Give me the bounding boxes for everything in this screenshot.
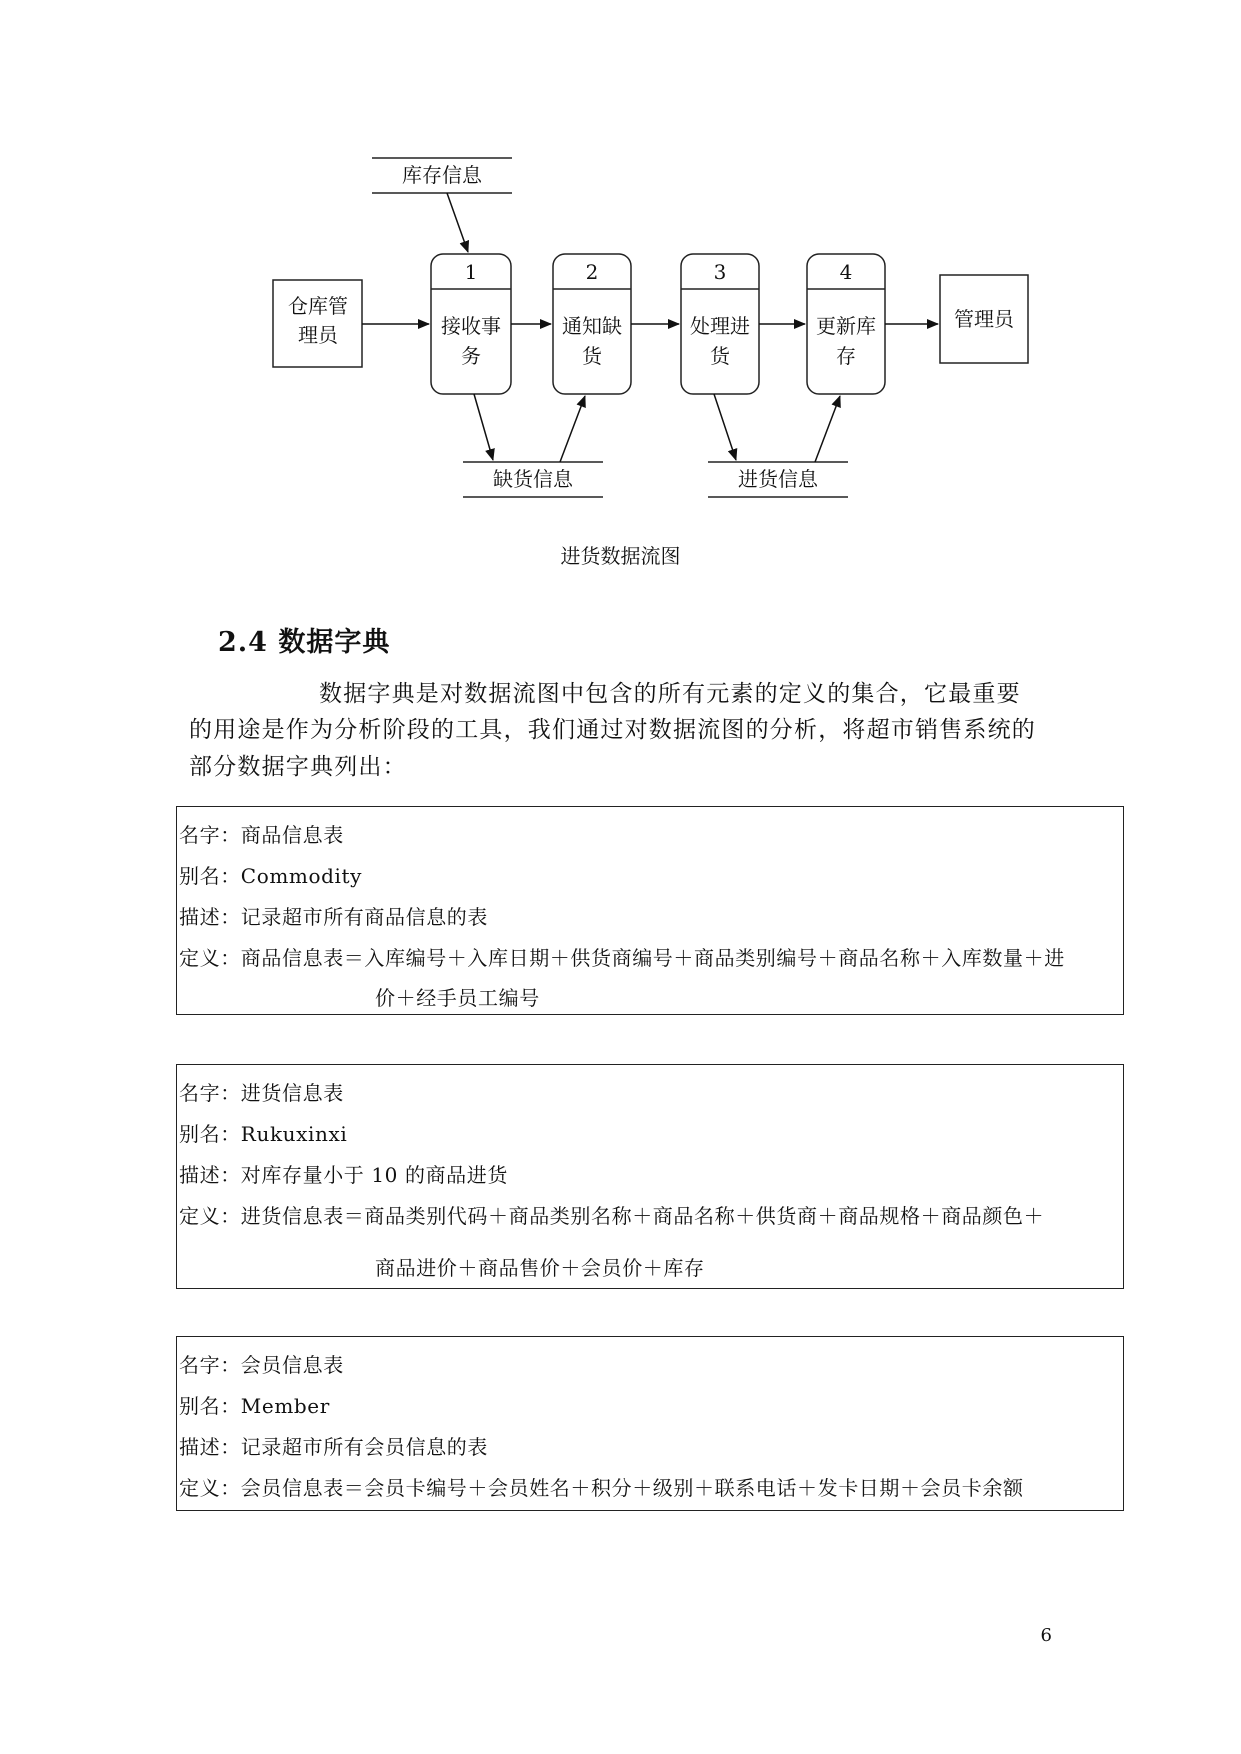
process-number: 2	[585, 260, 599, 284]
dictionary-entry-rukuxinxi	[176, 1064, 1124, 1289]
entry-definition: 定义：会员信息表＝会员卡编号＋会员姓名＋积分＋级别＋联系电话＋发卡日期＋会员卡余额	[179, 1476, 1024, 1500]
arrow-inventory-to-p1	[447, 193, 468, 252]
entry-description: 描述：记录超市所有商品信息的表	[179, 905, 488, 929]
process-label-line2: 务	[461, 344, 481, 368]
entry-name: 名字：进货信息表	[179, 1081, 344, 1105]
data-store-shortage	[463, 462, 603, 497]
entry-name: 名字：会员信息表	[179, 1353, 344, 1377]
store-shortage-label: 缺货信息	[493, 467, 573, 491]
store-top-label: 库存信息	[402, 163, 482, 187]
arrow-p1-to-shortage	[474, 394, 493, 460]
process-2	[553, 254, 631, 394]
entity-administrator	[940, 275, 1028, 363]
entity-left-line2: 理员	[298, 323, 338, 347]
process-number: 1	[464, 260, 478, 284]
entry-alias: 别名：Member	[179, 1394, 330, 1418]
arrow-shortage-to-p2	[560, 396, 585, 462]
entry-definition: 定义：进货信息表＝商品类别代码＋商品类别名称＋商品名称＋供货商＋商品规格＋商品颜色＋	[179, 1204, 1045, 1228]
paragraph-line-2: 的用途是作为分析阶段的工具，我们通过对数据流图的分析，将超市销售系统的	[189, 717, 1036, 743]
dictionary-entry-commodity	[176, 806, 1124, 1015]
process-label-line2: 货	[710, 344, 730, 368]
process-label-line2: 货	[582, 344, 602, 368]
paragraph-line-3: 部分数据字典列出：	[189, 754, 407, 780]
dictionary-entry-member	[176, 1336, 1124, 1511]
process-label-line2: 存	[836, 344, 856, 368]
process-4	[807, 254, 885, 394]
process-1	[431, 254, 511, 394]
process-label-line1: 通知缺	[562, 314, 622, 338]
entry-description: 描述：记录超市所有会员信息的表	[179, 1435, 488, 1459]
process-label-line1: 更新库	[816, 314, 876, 338]
arrow-purchase-to-p4	[815, 396, 840, 462]
process-number: 4	[839, 260, 853, 284]
store-purchase-label: 进货信息	[738, 467, 818, 491]
entry-definition-continued: 价＋经手员工编号	[375, 986, 540, 1010]
entity-warehouse-manager	[273, 280, 362, 367]
paragraph-line-1: 数据字典是对数据流图中包含的所有元素的定义的集合，它最重要	[319, 681, 1021, 707]
entry-alias: 别名：Commodity	[179, 864, 363, 888]
entity-left-line1: 仓库管	[288, 294, 348, 318]
entry-definition: 定义：商品信息表＝入库编号＋入库日期＋供货商编号＋商品类别编号＋商品名称＋入库数量＋进	[179, 946, 1065, 970]
entry-alias: 别名：Rukuxinxi	[179, 1122, 348, 1146]
entry-definition-continued: 商品进价＋商品售价＋会员价＋库存	[375, 1256, 705, 1280]
entry-description: 描述：对库存量小于 10 的商品进货	[179, 1163, 508, 1187]
process-3	[681, 254, 759, 394]
page-number: 6	[1040, 1625, 1052, 1646]
arrow-p3-to-purchase	[714, 394, 736, 460]
process-label-line1: 处理进	[690, 314, 750, 338]
data-flow-diagram	[0, 0, 1241, 520]
data-store-inventory	[372, 158, 512, 193]
entry-name: 名字：商品信息表	[179, 823, 344, 847]
process-number: 3	[713, 260, 727, 284]
figure-caption: 进货数据流图	[560, 544, 681, 568]
entity-right-label: 管理员	[954, 307, 1014, 331]
data-store-purchase	[708, 462, 848, 497]
section-heading: 2.4 数据字典	[218, 627, 391, 658]
process-label-line1: 接收事	[441, 314, 501, 338]
